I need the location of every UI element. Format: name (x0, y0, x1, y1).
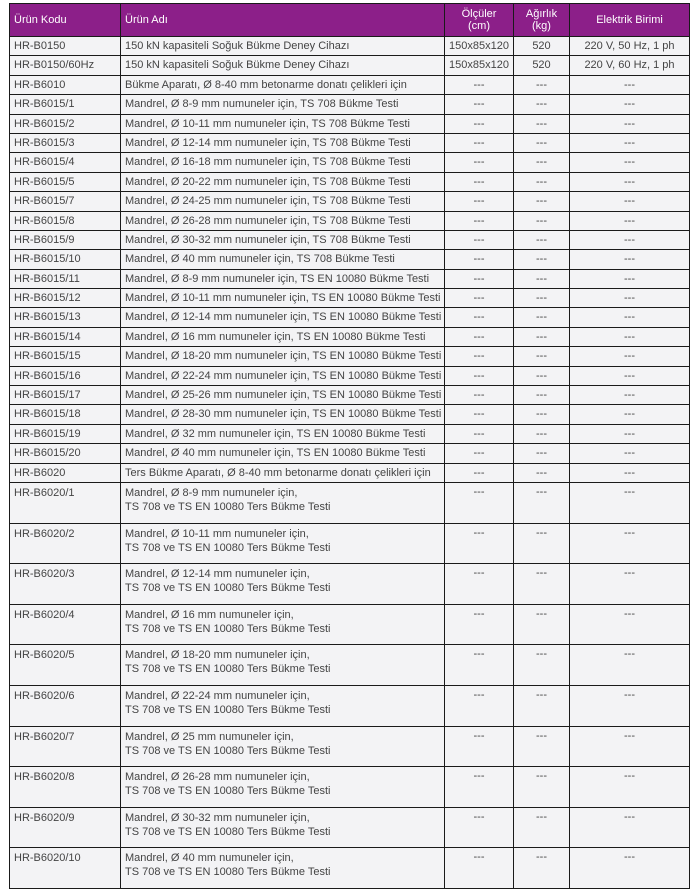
product-code-cell: HR-B6015/19 (10, 424, 121, 443)
weight-cell: --- (514, 230, 570, 249)
product-name-cell (121, 366, 445, 385)
power-unit-cell: 220 V, 60 Hz, 1 ph (570, 56, 690, 75)
dimensions-cell: --- (445, 347, 514, 366)
table-row (10, 645, 690, 686)
product-name-line: Mandrel, Ø 22-24 mm numuneler için, (125, 689, 310, 702)
dimensions-cell: --- (445, 604, 514, 645)
power-unit-cell: --- (570, 482, 690, 523)
weight-cell: --- (514, 114, 570, 133)
weight-cell: --- (514, 172, 570, 191)
table-row (10, 308, 690, 327)
product-name-cell (121, 726, 445, 767)
product-name-line: Ters Bükme Aparatı, Ø 8-40 mm betonarme donatı çelikleri için (125, 466, 431, 479)
table-row (10, 463, 690, 482)
table-row (10, 726, 690, 767)
product-code-cell: HR-B6015/3 (10, 133, 121, 152)
product-code-cell: HR-B6015/1 (10, 95, 121, 114)
power-unit-cell: 220 V, 50 Hz, 1 ph (570, 37, 690, 56)
weight-cell: --- (514, 347, 570, 366)
header-dimensions-unit: (cm) (468, 20, 490, 32)
weight-cell: 520 (514, 56, 570, 75)
header-row (10, 4, 690, 37)
product-name-cell (121, 211, 445, 230)
product-code-cell: HR-B6020/4 (10, 604, 121, 645)
dimensions-cell: --- (445, 327, 514, 346)
dimensions-cell: --- (445, 645, 514, 686)
product-name-line: Mandrel, Ø 30-32 mm numuneler için, TS 708 Bükme Testi (125, 233, 411, 246)
product-code-cell: HR-B6020/6 (10, 685, 121, 726)
power-unit-cell: --- (570, 269, 690, 288)
product-name-line: TS 708 ve TS EN 10080 Ters Bükme Testi (125, 541, 331, 554)
power-unit-cell: --- (570, 405, 690, 424)
table-row (10, 75, 690, 94)
product-code-cell: HR-B6015/10 (10, 250, 121, 269)
dimensions-cell: --- (445, 523, 514, 564)
table-row (10, 523, 690, 564)
product-name-line: 150 kN kapasiteli Soğuk Bükme Deney Cihazı (125, 40, 350, 52)
table-row (10, 564, 690, 605)
weight-cell: --- (514, 767, 570, 808)
weight-cell: --- (514, 153, 570, 172)
dimensions-cell: --- (445, 75, 514, 94)
product-name-line: Mandrel, Ø 10-11 mm numuneler için, (125, 527, 309, 540)
table-row (10, 327, 690, 346)
product-name-cell (121, 444, 445, 463)
power-unit-cell: --- (570, 230, 690, 249)
power-unit-cell: --- (570, 767, 690, 808)
power-unit-cell: --- (570, 95, 690, 114)
power-unit-cell: --- (570, 807, 690, 848)
table-row (10, 37, 690, 56)
product-name-line: Mandrel, Ø 18-20 mm numuneler için, TS EN 10080 Bükme Testi (125, 350, 442, 363)
product-name-line: Mandrel, Ø 10-11 mm numuneler için, TS 708 Bükme Testi (125, 117, 410, 130)
weight-cell: --- (514, 564, 570, 605)
product-name-line: Mandrel, Ø 20-22 mm numuneler için, TS 708 Bükme Testi (125, 175, 411, 188)
weight-cell: --- (514, 366, 570, 385)
product-name-line: Mandrel, Ø 40 mm numuneler için, TS EN 10080 Bükme Testi (125, 447, 426, 460)
power-unit-cell: --- (570, 366, 690, 385)
table-row (10, 366, 690, 385)
dimensions-cell: --- (445, 685, 514, 726)
table-row (10, 192, 690, 211)
table-row (10, 424, 690, 443)
product-name-line: TS 708 ve TS EN 10080 Ters Bükme Testi (125, 744, 331, 757)
table-row (10, 114, 690, 133)
weight-cell: 520 (514, 37, 570, 56)
product-code-cell: HR-B6015/17 (10, 386, 121, 405)
product-name-line: Mandrel, Ø 10-11 mm numuneler için, TS EN 10080 Bükme Testi (125, 292, 441, 305)
table-row (10, 685, 690, 726)
product-code-cell: HR-B6015/7 (10, 192, 121, 211)
weight-cell: --- (514, 645, 570, 686)
product-name-line: Bükme Aparatı, Ø 8-40 mm betonarme donatı çelikleri için (125, 78, 407, 91)
table-row (10, 405, 690, 424)
weight-cell: --- (514, 192, 570, 211)
table-row (10, 153, 690, 172)
product-spec-table (9, 3, 690, 889)
product-name-line: Mandrel, Ø 16 mm numuneler için, TS EN 10080 Bükme Testi (125, 330, 426, 343)
product-code-cell: HR-B6015/5 (10, 172, 121, 191)
dimensions-cell: --- (445, 444, 514, 463)
dimensions-cell: --- (445, 308, 514, 327)
product-name-cell (121, 153, 445, 172)
weight-cell: --- (514, 250, 570, 269)
product-code-cell: HR-B6020/5 (10, 645, 121, 686)
product-name-cell (121, 685, 445, 726)
power-unit-cell: --- (570, 114, 690, 133)
table-row (10, 211, 690, 230)
power-unit-cell: --- (570, 523, 690, 564)
power-unit-cell: --- (570, 848, 690, 889)
header-product-code: Ürün Kodu (10, 4, 121, 37)
product-code-cell: HR-B6010 (10, 75, 121, 94)
table-body (10, 37, 690, 889)
product-name-cell (121, 230, 445, 249)
table-row (10, 767, 690, 808)
table-row (10, 95, 690, 114)
product-name-cell (121, 269, 445, 288)
product-code-cell: HR-B6020/9 (10, 807, 121, 848)
power-unit-cell: --- (570, 463, 690, 482)
product-name-cell (121, 482, 445, 523)
product-name-cell (121, 75, 445, 94)
product-name-cell (121, 327, 445, 346)
product-name-line: Mandrel, Ø 12-14 mm numuneler için, (125, 568, 310, 581)
product-name-line: Mandrel, Ø 26-28 mm numuneler için, TS 708 Bükme Testi (125, 214, 411, 227)
product-code-cell: HR-B6015/2 (10, 114, 121, 133)
dimensions-cell: 150x85x120 (445, 56, 514, 75)
product-name-line: Mandrel, Ø 18-20 mm numuneler için, (125, 649, 310, 662)
header-weight-unit: (kg) (532, 20, 551, 32)
power-unit-cell: --- (570, 308, 690, 327)
product-name-cell (121, 848, 445, 889)
dimensions-cell: --- (445, 172, 514, 191)
product-name-cell (121, 405, 445, 424)
dimensions-cell: --- (445, 250, 514, 269)
product-name-line: Mandrel, Ø 32 mm numuneler için, TS EN 10080 Bükme Testi (125, 427, 426, 440)
product-name-cell (121, 347, 445, 366)
product-name-line: Mandrel, Ø 24-25 mm numuneler için, TS 708 Bükme Testi (125, 195, 411, 208)
product-name-cell (121, 37, 445, 56)
dimensions-cell: --- (445, 386, 514, 405)
dimensions-cell: --- (445, 95, 514, 114)
product-code-cell: HR-B0150 (10, 37, 121, 56)
weight-cell: --- (514, 289, 570, 308)
power-unit-cell: --- (570, 192, 690, 211)
table-row (10, 386, 690, 405)
weight-cell: --- (514, 523, 570, 564)
product-name-line: Mandrel, Ø 16 mm numuneler için, (125, 608, 294, 621)
power-unit-cell: --- (570, 153, 690, 172)
product-code-cell: HR-B6015/20 (10, 444, 121, 463)
dimensions-cell: --- (445, 807, 514, 848)
product-code-cell: HR-B6015/8 (10, 211, 121, 230)
product-name-cell (121, 386, 445, 405)
weight-cell: --- (514, 482, 570, 523)
power-unit-cell: --- (570, 726, 690, 767)
table-row (10, 347, 690, 366)
product-name-line: TS 708 ve TS EN 10080 Ters Bükme Testi (125, 825, 331, 838)
product-name-cell (121, 463, 445, 482)
weight-cell: --- (514, 424, 570, 443)
power-unit-cell: --- (570, 289, 690, 308)
product-name-line: Mandrel, Ø 25-26 mm numuneler için, TS EN 10080 Bükme Testi (125, 389, 442, 402)
product-name-cell (121, 250, 445, 269)
weight-cell: --- (514, 848, 570, 889)
product-name-line: Mandrel, Ø 26-28 mm numuneler için, (125, 771, 310, 784)
weight-cell: --- (514, 685, 570, 726)
dimensions-cell: --- (445, 405, 514, 424)
product-code-cell: HR-B6020/2 (10, 523, 121, 564)
product-name-cell (121, 424, 445, 443)
product-name-cell (121, 308, 445, 327)
table-row (10, 444, 690, 463)
dimensions-cell: --- (445, 767, 514, 808)
product-code-cell: HR-B6015/14 (10, 327, 121, 346)
product-code-cell: HR-B6020/1 (10, 482, 121, 523)
dimensions-cell: --- (445, 114, 514, 133)
dimensions-cell: --- (445, 564, 514, 605)
table-row (10, 807, 690, 848)
table-row (10, 604, 690, 645)
product-name-line: TS 708 ve TS EN 10080 Ters Bükme Testi (125, 582, 331, 595)
header-weight-label: Ağırlık (525, 8, 558, 20)
weight-cell: --- (514, 405, 570, 424)
product-code-cell: HR-B6020/3 (10, 564, 121, 605)
table-row (10, 133, 690, 152)
product-name-cell (121, 645, 445, 686)
product-name-line: Mandrel, Ø 28-30 mm numuneler için, TS EN 10080 Bükme Testi (125, 408, 442, 421)
power-unit-cell: --- (570, 211, 690, 230)
header-dimensions-label: Ölçüler (461, 8, 497, 20)
product-code-cell: HR-B6015/13 (10, 308, 121, 327)
product-name-line: Mandrel, Ø 40 mm numuneler için, (125, 852, 294, 865)
table-row (10, 250, 690, 269)
power-unit-cell: --- (570, 604, 690, 645)
product-name-cell (121, 56, 445, 75)
product-name-line: Mandrel, Ø 40 mm numuneler için, TS 708 Bükme Testi (125, 253, 395, 266)
header-power-unit: Elektrik Birimi (570, 4, 690, 37)
table-row (10, 269, 690, 288)
product-code-cell: HR-B6020/7 (10, 726, 121, 767)
dimensions-cell: --- (445, 269, 514, 288)
dimensions-cell: --- (445, 230, 514, 249)
power-unit-cell: --- (570, 386, 690, 405)
product-code-cell: HR-B6020/8 (10, 767, 121, 808)
product-code-cell: HR-B6015/18 (10, 405, 121, 424)
product-name-line: Mandrel, Ø 25 mm numuneler için, (125, 730, 294, 743)
dimensions-cell: --- (445, 726, 514, 767)
table-row (10, 289, 690, 308)
weight-cell: --- (514, 327, 570, 346)
product-code-cell: HR-B6015/9 (10, 230, 121, 249)
table-row (10, 172, 690, 191)
dimensions-cell: 150x85x120 (445, 37, 514, 56)
product-code-cell: HR-B6015/4 (10, 153, 121, 172)
power-unit-cell: --- (570, 172, 690, 191)
product-code-cell: HR-B6020/10 (10, 848, 121, 889)
weight-cell: --- (514, 463, 570, 482)
dimensions-cell: --- (445, 153, 514, 172)
dimensions-cell: --- (445, 366, 514, 385)
product-name-cell (121, 523, 445, 564)
header-weight (514, 4, 570, 37)
dimensions-cell: --- (445, 133, 514, 152)
power-unit-cell: --- (570, 645, 690, 686)
weight-cell: --- (514, 386, 570, 405)
table-row (10, 230, 690, 249)
product-name-line: Mandrel, Ø 22-24 mm numuneler için, TS EN 10080 Bükme Testi (125, 369, 442, 382)
product-name-line: Mandrel, Ø 8-9 mm numuneler için, TS EN 10080 Bükme Testi (125, 272, 430, 285)
power-unit-cell: --- (570, 327, 690, 346)
dimensions-cell: --- (445, 289, 514, 308)
product-name-cell (121, 807, 445, 848)
product-name-line: Mandrel, Ø 12-14 mm numuneler için, TS EN 10080 Bükme Testi (125, 311, 442, 324)
product-name-line: TS 708 ve TS EN 10080 Ters Bükme Testi (125, 663, 331, 676)
header-product-name: Ürün Adı (121, 4, 445, 37)
product-name-line: Mandrel, Ø 12-14 mm numuneler için, TS 708 Bükme Testi (125, 136, 411, 149)
product-name-line: Mandrel, Ø 8-9 mm numuneler için, (125, 486, 298, 499)
product-code-cell: HR-B0150/60Hz (10, 56, 121, 75)
product-name-line: TS 708 ve TS EN 10080 Ters Bükme Testi (125, 500, 331, 513)
product-name-cell (121, 172, 445, 191)
product-name-cell (121, 114, 445, 133)
product-name-line: TS 708 ve TS EN 10080 Ters Bükme Testi (125, 703, 331, 716)
product-name-line: Mandrel, Ø 16-18 mm numuneler için, TS 708 Bükme Testi (125, 156, 411, 169)
dimensions-cell: --- (445, 848, 514, 889)
header-dimensions (445, 4, 514, 37)
product-code-cell: HR-B6015/15 (10, 347, 121, 366)
weight-cell: --- (514, 444, 570, 463)
product-name-cell (121, 289, 445, 308)
dimensions-cell: --- (445, 482, 514, 523)
weight-cell: --- (514, 726, 570, 767)
product-code-cell: HR-B6015/12 (10, 289, 121, 308)
weight-cell: --- (514, 95, 570, 114)
product-name-line: Mandrel, Ø 30-32 mm numuneler için, (125, 811, 310, 824)
product-code-cell: HR-B6015/11 (10, 269, 121, 288)
product-code-cell: HR-B6020 (10, 463, 121, 482)
weight-cell: --- (514, 604, 570, 645)
weight-cell: --- (514, 133, 570, 152)
weight-cell: --- (514, 269, 570, 288)
dimensions-cell: --- (445, 463, 514, 482)
product-name-line: TS 708 ve TS EN 10080 Ters Bükme Testi (125, 866, 331, 879)
dimensions-cell: --- (445, 192, 514, 211)
table-row (10, 482, 690, 523)
product-name-line: 150 kN kapasiteli Soğuk Bükme Deney Cihazı (125, 59, 350, 72)
product-name-line: Mandrel, Ø 8-9 mm numuneler için, TS 708 Bükme Testi (125, 98, 399, 111)
power-unit-cell: --- (570, 564, 690, 605)
table-header (10, 4, 690, 37)
power-unit-cell: --- (570, 424, 690, 443)
power-unit-cell: --- (570, 133, 690, 152)
power-unit-cell: --- (570, 250, 690, 269)
product-name-cell (121, 95, 445, 114)
product-name-line: TS 708 ve TS EN 10080 Ters Bükme Testi (125, 622, 331, 635)
product-name-cell (121, 192, 445, 211)
power-unit-cell: --- (570, 685, 690, 726)
power-unit-cell: --- (570, 75, 690, 94)
table-row (10, 848, 690, 889)
power-unit-cell: --- (570, 444, 690, 463)
power-unit-cell: --- (570, 347, 690, 366)
product-code-cell: HR-B6015/16 (10, 366, 121, 385)
weight-cell: --- (514, 308, 570, 327)
table-row (10, 56, 690, 75)
product-name-cell (121, 767, 445, 808)
weight-cell: --- (514, 211, 570, 230)
product-name-line: TS 708 ve TS EN 10080 Ters Bükme Testi (125, 785, 331, 798)
product-name-cell (121, 133, 445, 152)
dimensions-cell: --- (445, 424, 514, 443)
product-name-cell (121, 604, 445, 645)
weight-cell: --- (514, 807, 570, 848)
weight-cell: --- (514, 75, 570, 94)
product-name-cell (121, 564, 445, 605)
dimensions-cell: --- (445, 211, 514, 230)
